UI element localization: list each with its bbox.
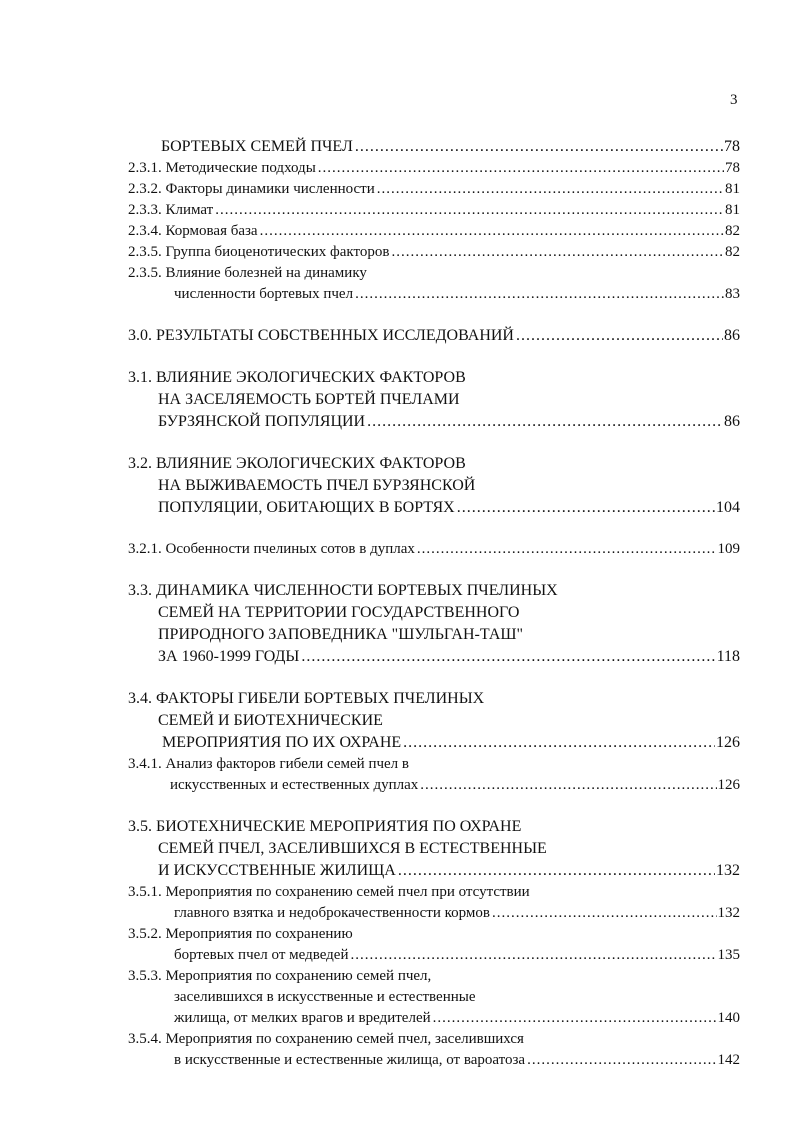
toc-entry-continuation [128,497,740,519]
toc-entry-continuation [128,1008,740,1029]
leader-dots [403,732,715,754]
toc-number: 2.3.5. [128,244,162,260]
toc-title: Группа биоценотических факторов [165,244,390,260]
toc-title: Методические подходы [165,160,316,176]
toc-title: искусственных и естественных дуплах [170,777,419,793]
toc-entry-continuation [128,646,740,668]
toc-number: 2.3.3. [128,202,162,218]
toc-entry [128,1029,740,1050]
leader-dots [417,539,717,560]
toc-entry [128,179,740,200]
toc-entry [128,966,740,987]
toc-title: Мероприятия по сохранению семей пчел, заселившихся [165,1031,524,1047]
toc-number: 2.3.4. [128,223,162,239]
leader-dots [492,903,717,924]
table-of-contents [128,136,740,1071]
toc-entry [128,367,740,389]
toc-title: СЕМЕЙ ПЧЕЛ, ЗАСЕЛИВШИХСЯ В ЕСТЕСТВЕННЫЕ [158,840,547,857]
toc-entry [128,325,740,347]
toc-number: 3.5.4. [128,1031,162,1047]
toc-title: ЗА 1960-1999 ГОДЫ [158,648,300,665]
toc-title: главного взятка и недоброкачественности кормов [174,905,490,921]
toc-page: 78 [724,138,740,155]
toc-title: Особенности пчелиных сотов в дуплах [165,541,415,557]
toc-entry [128,242,740,263]
toc-number: 3.5.2. [128,926,162,942]
leader-dots [355,136,723,158]
toc-page: 142 [717,1052,740,1068]
toc-title: СЕМЕЙ НА ТЕРРИТОРИИ ГОСУДАРСТВЕННОГО [158,604,520,621]
toc-title: ВЛИЯНИЕ ЭКОЛОГИЧЕСКИХ ФАКТОРОВ [156,455,466,472]
toc-entry-continuation [128,1050,740,1071]
leader-dots [301,646,715,668]
toc-title: НА ВЫЖИВАЕМОСТЬ ПЧЕЛ БУРЗЯНСКОЙ [158,477,476,494]
toc-number: 3.5.3. [128,968,162,984]
toc-title: Мероприятия по сохранению семей пчел, [165,968,432,984]
toc-page: 86 [724,413,740,430]
toc-entry-continuation [128,860,740,882]
toc-entry [128,200,740,221]
toc-title: БУРЗЯНСКОЙ ПОПУЛЯЦИИ [158,413,366,430]
leader-dots [367,411,723,433]
toc-number: 3.0. [128,327,152,344]
toc-entry-continuation [128,732,740,754]
toc-number: 3.2. [128,455,152,472]
toc-entry [128,754,740,775]
toc-entry [128,453,740,475]
toc-number: 3.5.1. [128,884,162,900]
toc-entry [128,158,740,179]
toc-entry-continuation [128,389,740,411]
leader-dots [377,179,724,200]
toc-page: 118 [716,648,740,665]
toc-entry [128,924,740,945]
toc-page: 126 [716,734,740,751]
toc-title: Мероприятия по сохранению семей пчел при отсутствии [165,884,530,900]
toc-entry-continuation [128,624,740,646]
toc-title: Климат [165,202,214,218]
toc-page: 83 [725,286,740,302]
toc-page: 86 [724,327,740,344]
toc-entry-continuation [128,411,740,433]
toc-title: ПОПУЛЯЦИИ, ОБИТАЮЩИХ В БОРТЯХ [158,499,455,516]
toc-title: НА ЗАСЕЛЯЕМОСТЬ БОРТЕЙ ПЧЕЛАМИ [158,391,460,408]
toc-page: 109 [717,541,740,557]
toc-title: численности бортевых пчел [174,286,354,302]
toc-title: ПРИРОДНОГО ЗАПОВЕДНИКА "ШУЛЬГАН-ТАШ" [158,626,524,643]
leader-dots [351,945,717,966]
leader-dots [516,325,723,347]
toc-title: бортевых пчел от медведей [174,947,349,963]
toc-entry [128,539,740,560]
toc-entry-continuation [128,710,740,732]
leader-dots [391,242,724,263]
toc-title: РЕЗУЛЬТАТЫ СОБСТВЕННЫХ ИССЛЕДОВАНИЙ [156,327,514,344]
toc-entry-continuation [128,987,740,1008]
toc-number: 2.3.5. [128,265,162,281]
toc-page: 82 [725,223,740,239]
leader-dots [215,200,724,221]
toc-page: 78 [725,160,740,176]
toc-entry [128,221,740,242]
toc-entry-continuation [128,475,740,497]
toc-title: БИОТЕХНИЧЕСКИЕ МЕРОПРИЯТИЯ ПО ОХРАНЕ [156,818,522,835]
toc-title: жилища, от мелких врагов и вредителей [174,1010,431,1026]
toc-number: 3.3. [128,582,152,599]
toc-title: Мероприятия по сохранению [165,926,353,942]
leader-dots [318,158,724,179]
toc-number: 3.1. [128,369,152,386]
toc-entry-continuation [128,775,740,796]
toc-title: МЕРОПРИЯТИЯ ПО ИХ ОХРАНЕ [162,734,402,751]
leader-dots [355,284,724,305]
toc-number: 2.3.1. [128,160,162,176]
toc-title: И ИСКУССТВЕННЫЕ ЖИЛИЩА [158,862,396,879]
leader-dots [420,775,716,796]
toc-page: 140 [717,1010,740,1026]
toc-entry [128,688,740,710]
toc-page: 81 [725,181,740,197]
toc-page: 135 [717,947,740,963]
toc-entry [128,882,740,903]
toc-title: Влияние болезней на динамику [165,265,367,281]
toc-entry-continuation [128,284,740,305]
toc-number: 3.2.1. [128,541,162,557]
leader-dots [260,221,724,242]
toc-entry-continuation [128,903,740,924]
toc-title: ВЛИЯНИЕ ЭКОЛОГИЧЕСКИХ ФАКТОРОВ [156,369,466,386]
toc-page: 132 [717,905,740,921]
toc-title: ДИНАМИКА ЧИСЛЕННОСТИ БОРТЕВЫХ ПЧЕЛИНЫХ [156,582,558,599]
toc-number: 3.5. [128,818,152,835]
toc-title: заселившихся в искусственные и естественные [174,989,476,1005]
toc-page: 81 [725,202,740,218]
toc-title: СЕМЕЙ И БИОТЕХНИЧЕСКИЕ [158,712,383,729]
toc-entry-continuation [128,945,740,966]
toc-entry-continuation [128,602,740,624]
toc-title: ФАКТОРЫ ГИБЕЛИ БОРТЕВЫХ ПЧЕЛИНЫХ [156,690,485,707]
toc-title: Факторы динамики численности [165,181,375,197]
toc-entry [128,816,740,838]
toc-title: в искусственные и естественные жилища, от вароатоза [174,1052,526,1068]
toc-entry [128,263,740,284]
page-number: 3 [730,92,738,108]
toc-title: БОРТЕВЫХ СЕМЕЙ ПЧЕЛ [161,138,353,155]
toc-number: 3.4.1. [128,756,162,772]
leader-dots [457,497,715,519]
toc-page: 132 [716,862,740,879]
toc-page: 82 [725,244,740,260]
toc-page: 126 [717,777,740,793]
leader-dots [433,1008,717,1029]
toc-entry [128,580,740,602]
leader-dots [527,1050,716,1071]
toc-title: Анализ факторов гибели семей пчел в [165,756,410,772]
toc-entry [128,136,740,158]
toc-number: 3.4. [128,690,152,707]
toc-number: 2.3.2. [128,181,162,197]
toc-entry-continuation [128,838,740,860]
toc-page: 104 [716,499,740,516]
leader-dots [398,860,715,882]
toc-title: Кормовая база [165,223,258,239]
